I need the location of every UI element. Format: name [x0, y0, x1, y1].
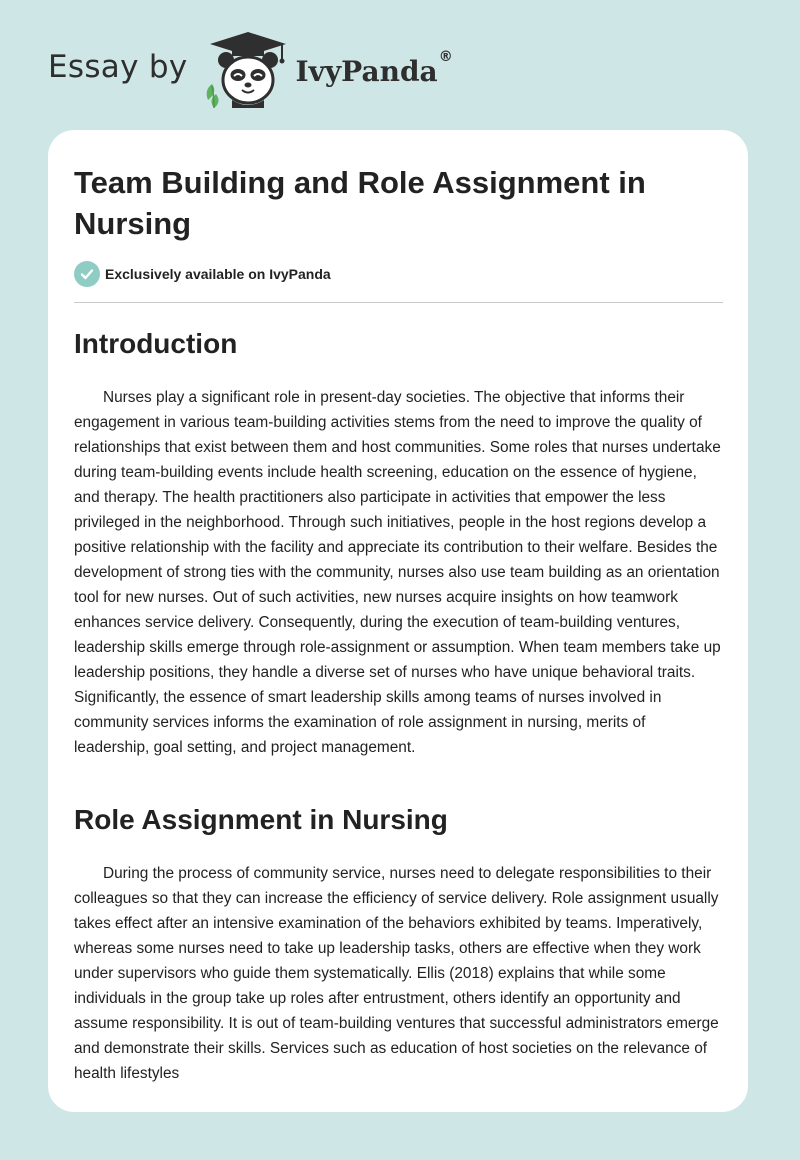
check-icon: [74, 261, 100, 287]
section-paragraph-introduction: Nurses play a significant role in present-day societies. The objective that informs their engagement in various team-building activities stems from the need to improve the quality of relationships that exist between them and host communities. Some roles that nurses undertake during team-building events include health screening, education on the essence of hygiene, and therapy. The health practitioners also participate in activities that empower the less privileged in the neighborhood. Through such initiatives, people in the host regions develop a positive relationship with the facility and appreciate its contribution to their welfare. Besides the development of strong ties with the community, nurses also use team building as an orientation tool for new nurses. Out of such activities, new nurses acquire insights on how teamwork enhances service delivery. Consequently, during the execution of team-building ventures, leadership skills emerge through role-assignment or assumption. When team members take up leadership positions, they handle a diverse set of nurses who have unique behavioral traits. Significantly, the essence of smart leadership skills among teams of nurses involved in community services informs the examination of role assignment in nursing, merits of leadership, goal setting, and project management.: [74, 389, 721, 756]
divider: [74, 302, 723, 303]
exclusive-text: Exclusively available on IvyPanda: [105, 266, 331, 282]
section-heading-introduction: Introduction: [74, 328, 238, 359]
exclusive-badge: [74, 261, 331, 287]
section-paragraph-role-assignment: During the process of community service, nurses need to delegate responsibilities to their colleagues so that they can increase the efficiency of service delivery. Role assignment usually takes effect after an intensive examination of the behaviors exhibited by teams. Imperatively, whereas some nurses need to take up leadership tasks, others are effective when they work under supervisors who guide them systematically. Ellis (2018) explains that while some individuals in the group take up roles after entrustment, others identify an opportunity and assume responsibility. It is out of team-building ventures that successful administrators emerge and demonstrate their skills. Services such as education of host societies on the relevance of health lifestyles: [74, 865, 719, 1082]
site-header: [48, 30, 453, 110]
essay-card: [48, 130, 748, 1112]
brand-prefix: Essay by: [48, 49, 188, 85]
brand-name[interactable]: IvyPanda®: [295, 48, 453, 88]
section-heading-role-assignment: Role Assignment in Nursing: [74, 804, 448, 835]
panda-graduate-icon[interactable]: [202, 30, 294, 110]
essay-title: Team Building and Role Assignment in Nursing: [74, 165, 646, 241]
registered-mark: ®: [438, 48, 453, 65]
